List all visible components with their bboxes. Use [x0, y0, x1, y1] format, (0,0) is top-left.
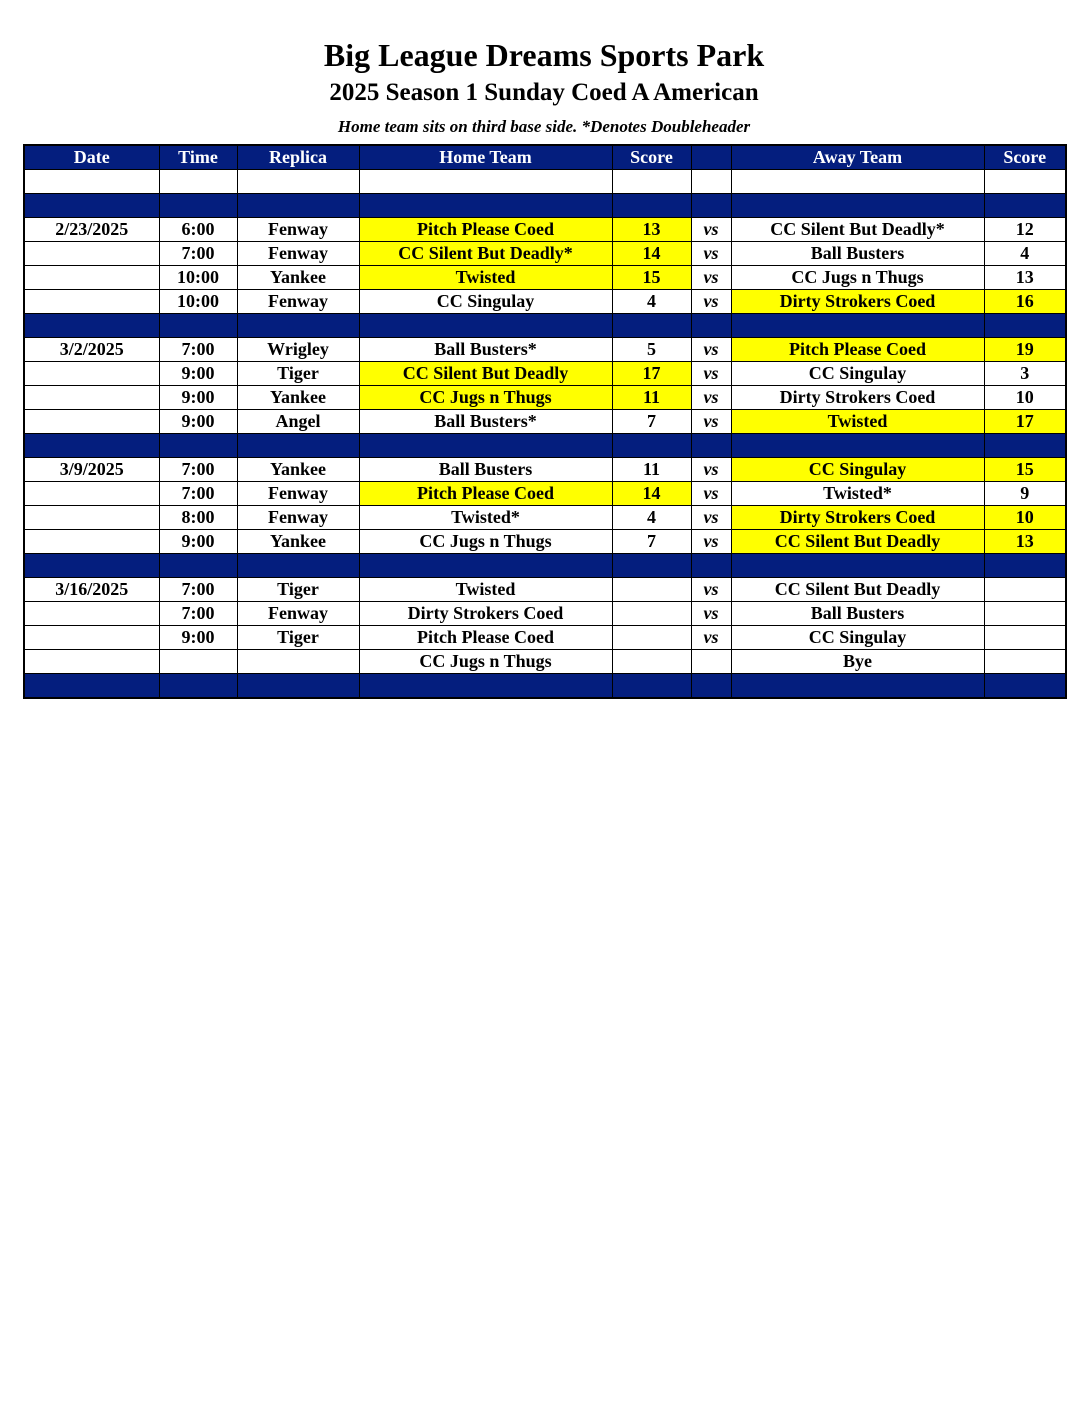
date-cell: [24, 650, 159, 674]
table-row: [24, 290, 1066, 314]
away-score-cell: [984, 314, 1066, 338]
date-cell: [24, 554, 159, 578]
table-row: [24, 410, 1066, 434]
vs-cell: vs: [691, 482, 731, 506]
home-score-cell: 11: [612, 386, 691, 410]
date-cell: [24, 314, 159, 338]
home-team-cell: Ball Busters: [359, 458, 612, 482]
away-team-cell: CC Singulay: [731, 362, 984, 386]
vs-cell: vs: [691, 242, 731, 266]
time-cell: [159, 554, 237, 578]
col-header-home-score: Score: [612, 145, 691, 170]
away-team-cell: CC Singulay: [731, 458, 984, 482]
time-cell: 7:00: [159, 578, 237, 602]
away-team-cell: CC Singulay: [731, 626, 984, 650]
away-team-cell: CC Silent But Deadly: [731, 530, 984, 554]
away-team-cell: Ball Busters: [731, 242, 984, 266]
vs-cell: vs: [691, 266, 731, 290]
col-header-home-team: Home Team: [359, 145, 612, 170]
home-team-cell: CC Jugs n Thugs: [359, 650, 612, 674]
table-row: [24, 266, 1066, 290]
vs-cell: vs: [691, 530, 731, 554]
time-cell: 9:00: [159, 626, 237, 650]
table-row: [24, 242, 1066, 266]
replica-cell: Yankee: [237, 266, 359, 290]
replica-cell: Tiger: [237, 626, 359, 650]
date-cell: 3/2/2025: [24, 338, 159, 362]
home-team-cell: [359, 194, 612, 218]
away-score-cell: 13: [984, 266, 1066, 290]
table-row: [24, 650, 1066, 674]
vs-cell: vs: [691, 290, 731, 314]
vs-cell: vs: [691, 362, 731, 386]
date-cell: [24, 530, 159, 554]
table-row: [24, 482, 1066, 506]
home-score-cell: 13: [612, 218, 691, 242]
away-team-cell: CC Jugs n Thugs: [731, 266, 984, 290]
date-cell: [24, 410, 159, 434]
home-team-cell: Pitch Please Coed: [359, 482, 612, 506]
date-cell: [24, 170, 159, 194]
replica-cell: Fenway: [237, 290, 359, 314]
home-score-cell: [612, 170, 691, 194]
table-row: [24, 218, 1066, 242]
home-team-cell: Pitch Please Coed: [359, 218, 612, 242]
away-score-cell: [984, 194, 1066, 218]
home-score-cell: [612, 314, 691, 338]
time-cell: 8:00: [159, 506, 237, 530]
time-cell: 7:00: [159, 338, 237, 362]
replica-cell: Wrigley: [237, 338, 359, 362]
away-score-cell: 12: [984, 218, 1066, 242]
col-header-away-team: Away Team: [731, 145, 984, 170]
vs-cell: vs: [691, 626, 731, 650]
away-score-cell: 9: [984, 482, 1066, 506]
home-team-cell: [359, 554, 612, 578]
home-team-cell: [359, 434, 612, 458]
time-cell: 10:00: [159, 290, 237, 314]
date-cell: [24, 242, 159, 266]
table-row: [24, 578, 1066, 602]
away-team-cell: Twisted*: [731, 482, 984, 506]
home-score-cell: 7: [612, 410, 691, 434]
table-row: [24, 338, 1066, 362]
time-cell: 7:00: [159, 482, 237, 506]
away-team-cell: [731, 434, 984, 458]
away-score-cell: [984, 434, 1066, 458]
away-team-cell: Ball Busters: [731, 602, 984, 626]
time-cell: 7:00: [159, 242, 237, 266]
replica-cell: [237, 554, 359, 578]
away-score-cell: [984, 650, 1066, 674]
home-team-cell: CC Silent But Deadly*: [359, 242, 612, 266]
replica-cell: [237, 674, 359, 699]
replica-cell: [237, 170, 359, 194]
vs-cell: [691, 314, 731, 338]
table-row: [24, 506, 1066, 530]
table-row: [24, 362, 1066, 386]
home-score-cell: 4: [612, 506, 691, 530]
table-row: [24, 458, 1066, 482]
page-subtitle: 2025 Season 1 Sunday Coed A American: [329, 79, 759, 106]
home-team-cell: Ball Busters*: [359, 410, 612, 434]
away-score-cell: 3: [984, 362, 1066, 386]
table-row: [24, 530, 1066, 554]
home-score-cell: [612, 554, 691, 578]
vs-cell: [691, 434, 731, 458]
replica-cell: [237, 314, 359, 338]
home-team-cell: CC Silent But Deadly: [359, 362, 612, 386]
col-header-date: Date: [24, 145, 159, 170]
vs-cell: vs: [691, 338, 731, 362]
away-team-cell: [731, 674, 984, 699]
replica-cell: Angel: [237, 410, 359, 434]
vs-cell: vs: [691, 506, 731, 530]
home-team-cell: Twisted: [359, 266, 612, 290]
date-cell: [24, 482, 159, 506]
separator-row: [24, 674, 1066, 699]
col-header-away-score: Score: [984, 145, 1066, 170]
col-header-vs: [691, 145, 731, 170]
vs-cell: [691, 554, 731, 578]
away-score-cell: [984, 554, 1066, 578]
home-team-cell: CC Jugs n Thugs: [359, 386, 612, 410]
separator-row: [24, 194, 1066, 218]
home-score-cell: [612, 674, 691, 699]
replica-cell: Yankee: [237, 458, 359, 482]
table-row: [24, 626, 1066, 650]
home-team-cell: CC Singulay: [359, 290, 612, 314]
away-score-cell: [984, 626, 1066, 650]
time-cell: [159, 674, 237, 699]
time-cell: [159, 194, 237, 218]
replica-cell: [237, 434, 359, 458]
away-score-cell: 10: [984, 506, 1066, 530]
time-cell: [159, 314, 237, 338]
away-score-cell: [984, 674, 1066, 699]
home-team-cell: Twisted*: [359, 506, 612, 530]
away-team-cell: [731, 314, 984, 338]
time-cell: 6:00: [159, 218, 237, 242]
time-cell: 9:00: [159, 410, 237, 434]
vs-cell: [691, 194, 731, 218]
away-team-cell: Dirty Strokers Coed: [731, 386, 984, 410]
away-score-cell: [984, 170, 1066, 194]
home-score-cell: 17: [612, 362, 691, 386]
date-cell: [24, 194, 159, 218]
home-team-cell: Dirty Strokers Coed: [359, 602, 612, 626]
vs-cell: vs: [691, 458, 731, 482]
home-score-cell: [612, 194, 691, 218]
replica-cell: [237, 650, 359, 674]
away-score-cell: [984, 578, 1066, 602]
date-cell: [24, 674, 159, 699]
away-team-cell: Dirty Strokers Coed: [731, 290, 984, 314]
away-team-cell: [731, 194, 984, 218]
vs-cell: [691, 170, 731, 194]
col-header-time: Time: [159, 145, 237, 170]
date-cell: [24, 362, 159, 386]
replica-cell: Fenway: [237, 506, 359, 530]
replica-cell: Yankee: [237, 530, 359, 554]
away-team-cell: [731, 554, 984, 578]
schedule-table: [23, 144, 1067, 699]
col-header-replica: Replica: [237, 145, 359, 170]
header-row: [24, 145, 1066, 170]
date-cell: [24, 434, 159, 458]
away-team-cell: CC Silent But Deadly*: [731, 218, 984, 242]
time-cell: [159, 650, 237, 674]
date-cell: [24, 602, 159, 626]
home-score-cell: 15: [612, 266, 691, 290]
separator-row: [24, 434, 1066, 458]
blank-row: [24, 170, 1066, 194]
away-team-cell: Twisted: [731, 410, 984, 434]
away-team-cell: Dirty Strokers Coed: [731, 506, 984, 530]
away-score-cell: [984, 602, 1066, 626]
home-score-cell: [612, 602, 691, 626]
date-cell: 3/9/2025: [24, 458, 159, 482]
home-score-cell: 14: [612, 482, 691, 506]
vs-cell: vs: [691, 410, 731, 434]
away-team-cell: Bye: [731, 650, 984, 674]
time-cell: [159, 434, 237, 458]
date-cell: 2/23/2025: [24, 218, 159, 242]
home-score-cell: [612, 626, 691, 650]
away-score-cell: 16: [984, 290, 1066, 314]
home-score-cell: [612, 650, 691, 674]
separator-row: [24, 314, 1066, 338]
away-score-cell: 19: [984, 338, 1066, 362]
home-score-cell: 11: [612, 458, 691, 482]
replica-cell: Fenway: [237, 218, 359, 242]
replica-cell: Fenway: [237, 602, 359, 626]
vs-cell: vs: [691, 602, 731, 626]
time-cell: 7:00: [159, 458, 237, 482]
page-title: Big League Dreams Sports Park: [323, 37, 765, 73]
schedule-body: [24, 170, 1066, 699]
table-row: [24, 602, 1066, 626]
away-score-cell: 4: [984, 242, 1066, 266]
home-score-cell: 14: [612, 242, 691, 266]
away-score-cell: 13: [984, 530, 1066, 554]
home-team-cell: [359, 170, 612, 194]
away-score-cell: 10: [984, 386, 1066, 410]
replica-cell: [237, 194, 359, 218]
separator-row: [24, 554, 1066, 578]
home-score-cell: 5: [612, 338, 691, 362]
vs-cell: vs: [691, 578, 731, 602]
home-team-cell: [359, 674, 612, 699]
date-cell: [24, 266, 159, 290]
away-team-cell: Pitch Please Coed: [731, 338, 984, 362]
date-cell: [24, 386, 159, 410]
away-team-cell: [731, 170, 984, 194]
replica-cell: Fenway: [237, 242, 359, 266]
table-row: [24, 386, 1066, 410]
time-cell: 9:00: [159, 530, 237, 554]
vs-cell: vs: [691, 386, 731, 410]
vs-cell: vs: [691, 218, 731, 242]
date-cell: [24, 626, 159, 650]
home-score-cell: 4: [612, 290, 691, 314]
away-team-cell: CC Silent But Deadly: [731, 578, 984, 602]
time-cell: 7:00: [159, 602, 237, 626]
time-cell: 9:00: [159, 386, 237, 410]
time-cell: 9:00: [159, 362, 237, 386]
replica-cell: Tiger: [237, 578, 359, 602]
replica-cell: Fenway: [237, 482, 359, 506]
home-score-cell: [612, 434, 691, 458]
date-cell: 3/16/2025: [24, 578, 159, 602]
home-score-cell: [612, 578, 691, 602]
vs-cell: [691, 650, 731, 674]
replica-cell: Tiger: [237, 362, 359, 386]
time-cell: [159, 170, 237, 194]
date-cell: [24, 290, 159, 314]
replica-cell: Yankee: [237, 386, 359, 410]
time-cell: 10:00: [159, 266, 237, 290]
schedule-note: Home team sits on third base side. *Denotes Doubleheader: [337, 117, 751, 136]
home-score-cell: 7: [612, 530, 691, 554]
home-team-cell: CC Jugs n Thugs: [359, 530, 612, 554]
home-team-cell: Ball Busters*: [359, 338, 612, 362]
away-score-cell: 15: [984, 458, 1066, 482]
away-score-cell: 17: [984, 410, 1066, 434]
date-cell: [24, 506, 159, 530]
home-team-cell: Pitch Please Coed: [359, 626, 612, 650]
home-team-cell: Twisted: [359, 578, 612, 602]
vs-cell: [691, 674, 731, 699]
home-team-cell: [359, 314, 612, 338]
